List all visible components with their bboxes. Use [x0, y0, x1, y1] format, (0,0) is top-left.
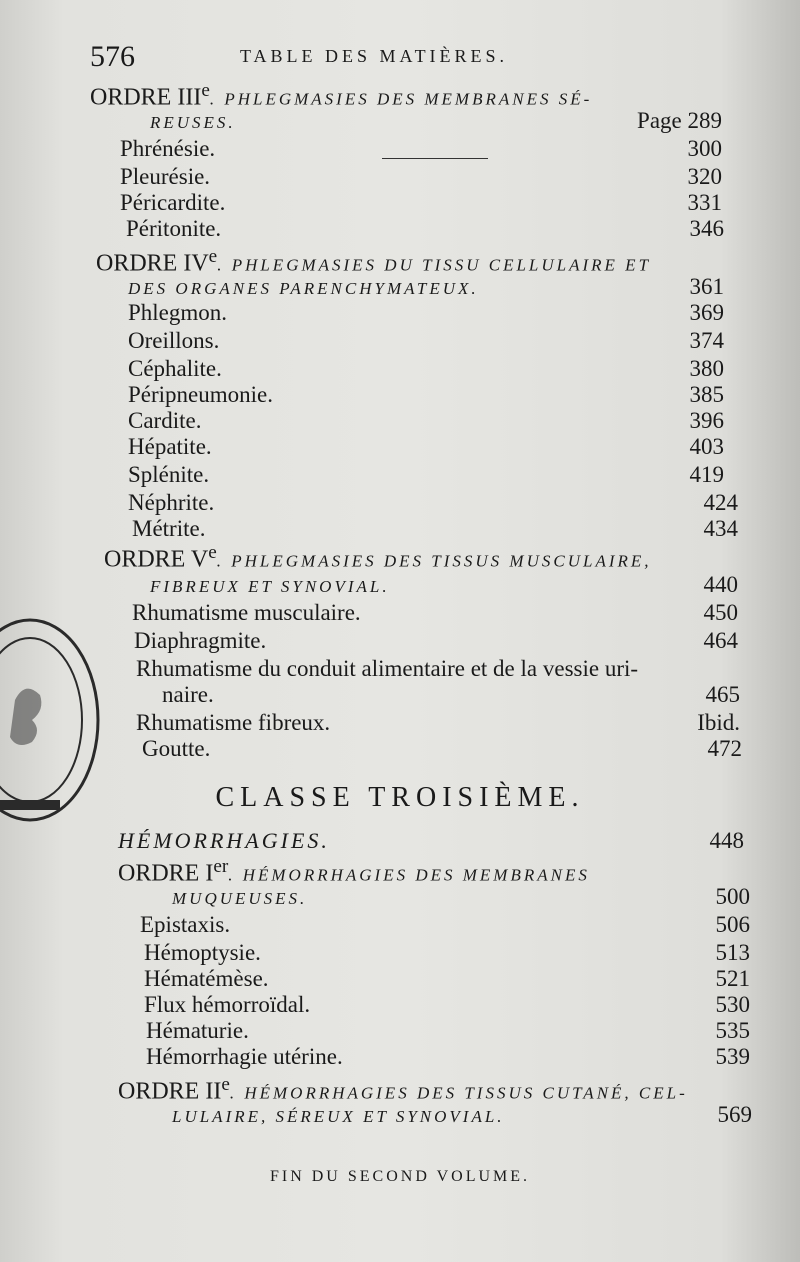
ordre-row [96, 246, 726, 277]
toc-text: FIBREUX ET SYNOVIAL. [150, 577, 390, 596]
classe-heading: CLASSE TROISIÈME. [215, 782, 585, 813]
end-of-volume: FIN DU SECOND VOLUME. [269, 1168, 531, 1185]
toc-row [136, 710, 740, 738]
toc-page: 434 [703, 516, 738, 541]
toc-row [120, 164, 722, 192]
toc-text: Rhumatisme du conduit alimentaire et de la vessie uri- [136, 656, 639, 681]
toc-row [128, 490, 738, 518]
toc-page: 396 [689, 408, 724, 433]
toc-page: 448 [709, 828, 744, 853]
toc-row [118, 828, 744, 856]
toc-text: MUQUEUSES. [172, 889, 308, 908]
toc-text: Péripneumonie. [128, 382, 273, 407]
ordre-row [90, 80, 720, 111]
toc-row [126, 216, 724, 244]
toc-text: DES ORGANES PARENCHYMATEUX. [128, 279, 479, 298]
ordre-title: . PHLEGMASIES DU TISSU CELLULAIRE ET [217, 255, 652, 275]
toc-text: LULAIRE, SÉREUX ET SYNOVIAL. [172, 1107, 505, 1126]
ordre-label: ORDRE I [118, 860, 214, 887]
toc-row [172, 884, 750, 912]
toc-page: 403 [689, 434, 724, 459]
ordre-label: ORDRE III [90, 84, 202, 111]
toc-text: Céphalite. [128, 356, 222, 381]
toc-text: Hémorrhagie utérine. [146, 1044, 343, 1069]
toc-page: 440 [703, 572, 738, 597]
page-header [90, 40, 770, 80]
toc-page: 419 [689, 462, 724, 487]
toc-page: 300 [687, 136, 722, 161]
toc-page: 464 [703, 628, 738, 653]
toc-row [162, 682, 740, 710]
toc-text: Cardite. [128, 408, 202, 433]
toc-row [134, 628, 738, 656]
ordre-sup: er [213, 856, 229, 877]
toc-text: Rhumatisme fibreux. [136, 710, 331, 735]
toc-row [144, 940, 750, 968]
toc-page: 465 [705, 682, 740, 707]
ordre-row [118, 1074, 758, 1105]
toc-page: 361 [689, 274, 724, 299]
ordre-title: . HÉMORRHAGIES DES MEMBRANES [228, 865, 590, 885]
toc-row [144, 966, 750, 994]
toc-row [142, 736, 742, 764]
toc-page: 569 [717, 1102, 752, 1127]
toc-page: Ibid. [697, 710, 740, 735]
toc-text: naire. [162, 682, 214, 707]
toc-text: Splénite. [128, 462, 210, 487]
toc-page: 369 [689, 300, 724, 325]
toc-text: Métrite. [132, 516, 206, 541]
toc-text: Flux hémorroïdal. [144, 992, 311, 1017]
ordre-label: ORDRE II [118, 1078, 222, 1105]
ordre-sup: e [201, 80, 210, 101]
toc-row [120, 136, 722, 164]
toc-row [144, 992, 750, 1020]
toc-page: 374 [689, 328, 724, 353]
toc-row [136, 656, 746, 684]
toc-text: Hématurie. [146, 1018, 249, 1043]
toc-page: 424 [703, 490, 738, 515]
toc-text: Rhumatisme musculaire. [132, 600, 361, 625]
toc-page: 385 [689, 382, 724, 407]
toc-text: Pleurésie. [120, 164, 211, 189]
toc-page: 380 [689, 356, 724, 381]
toc-row [146, 1044, 750, 1072]
toc-text: Péritonite. [126, 216, 222, 241]
toc-row [172, 1102, 752, 1130]
ordre-title: . PHLEGMASIES DES TISSUS MUSCULAIRE, [216, 551, 652, 571]
toc-row [128, 382, 724, 410]
toc-text: Diaphragmite. [134, 628, 267, 653]
toc-page: 500 [715, 884, 750, 909]
toc-row [128, 328, 724, 356]
ordre-label: ORDRE IV [96, 250, 209, 277]
ordre-sup: e [221, 1074, 230, 1095]
toc-row [120, 190, 722, 218]
page-number: 576 [90, 40, 135, 73]
toc-row [128, 300, 724, 328]
toc-page: 472 [707, 736, 742, 761]
toc-page: 450 [703, 600, 738, 625]
toc-page: 320 [687, 164, 722, 189]
toc-page: 513 [715, 940, 750, 965]
toc-text: REUSES. [150, 113, 236, 132]
running-title: TABLE DES MATIÈRES. [240, 46, 509, 66]
toc-text: Oreillons. [128, 328, 220, 353]
toc-page: 331 [687, 190, 722, 215]
toc-row [132, 516, 738, 544]
toc-text: Epistaxis. [140, 912, 231, 937]
ordre-title: . HÉMORRHAGIES DES TISSUS CUTANÉ, CEL- [229, 1083, 688, 1103]
toc-row [150, 572, 738, 600]
toc-row [140, 912, 750, 940]
ordre-row [118, 856, 758, 887]
library-stamp-icon [0, 610, 100, 830]
toc-page: 539 [715, 1044, 750, 1069]
toc-row [128, 408, 724, 436]
toc-text: HÉMORRHAGIES. [118, 828, 330, 853]
toc-page: 530 [715, 992, 750, 1017]
toc-text: Hémoptysie. [144, 940, 261, 965]
toc-row [132, 600, 738, 628]
toc-page: Page 289 [637, 108, 722, 133]
toc-page: 521 [715, 966, 750, 991]
toc-text: Hépatite. [128, 434, 212, 459]
toc-row [128, 274, 724, 302]
toc-row [128, 356, 724, 384]
ordre-label: ORDRE V [104, 546, 209, 573]
toc-text: Hématémèse. [144, 966, 269, 991]
toc-row [150, 108, 722, 136]
ordre-sup: e [208, 542, 217, 563]
toc-row [146, 1018, 750, 1046]
toc-text: Néphrite. [128, 490, 215, 515]
toc-text: Péricardite. [120, 190, 226, 215]
ordre-title: . PHLEGMASIES DES MEMBRANES SÉ- [209, 89, 593, 109]
toc-page: 346 [689, 216, 724, 241]
toc-text: Goutte. [142, 736, 211, 761]
toc-text: Phrénésie. [120, 136, 216, 161]
toc-row [128, 462, 724, 490]
toc-page: 535 [715, 1018, 750, 1043]
toc-text: Phlegmon. [128, 300, 228, 325]
toc-row [128, 434, 724, 462]
ordre-sup: e [208, 246, 218, 267]
ordre-row [104, 542, 744, 573]
toc-page: 506 [715, 912, 750, 937]
